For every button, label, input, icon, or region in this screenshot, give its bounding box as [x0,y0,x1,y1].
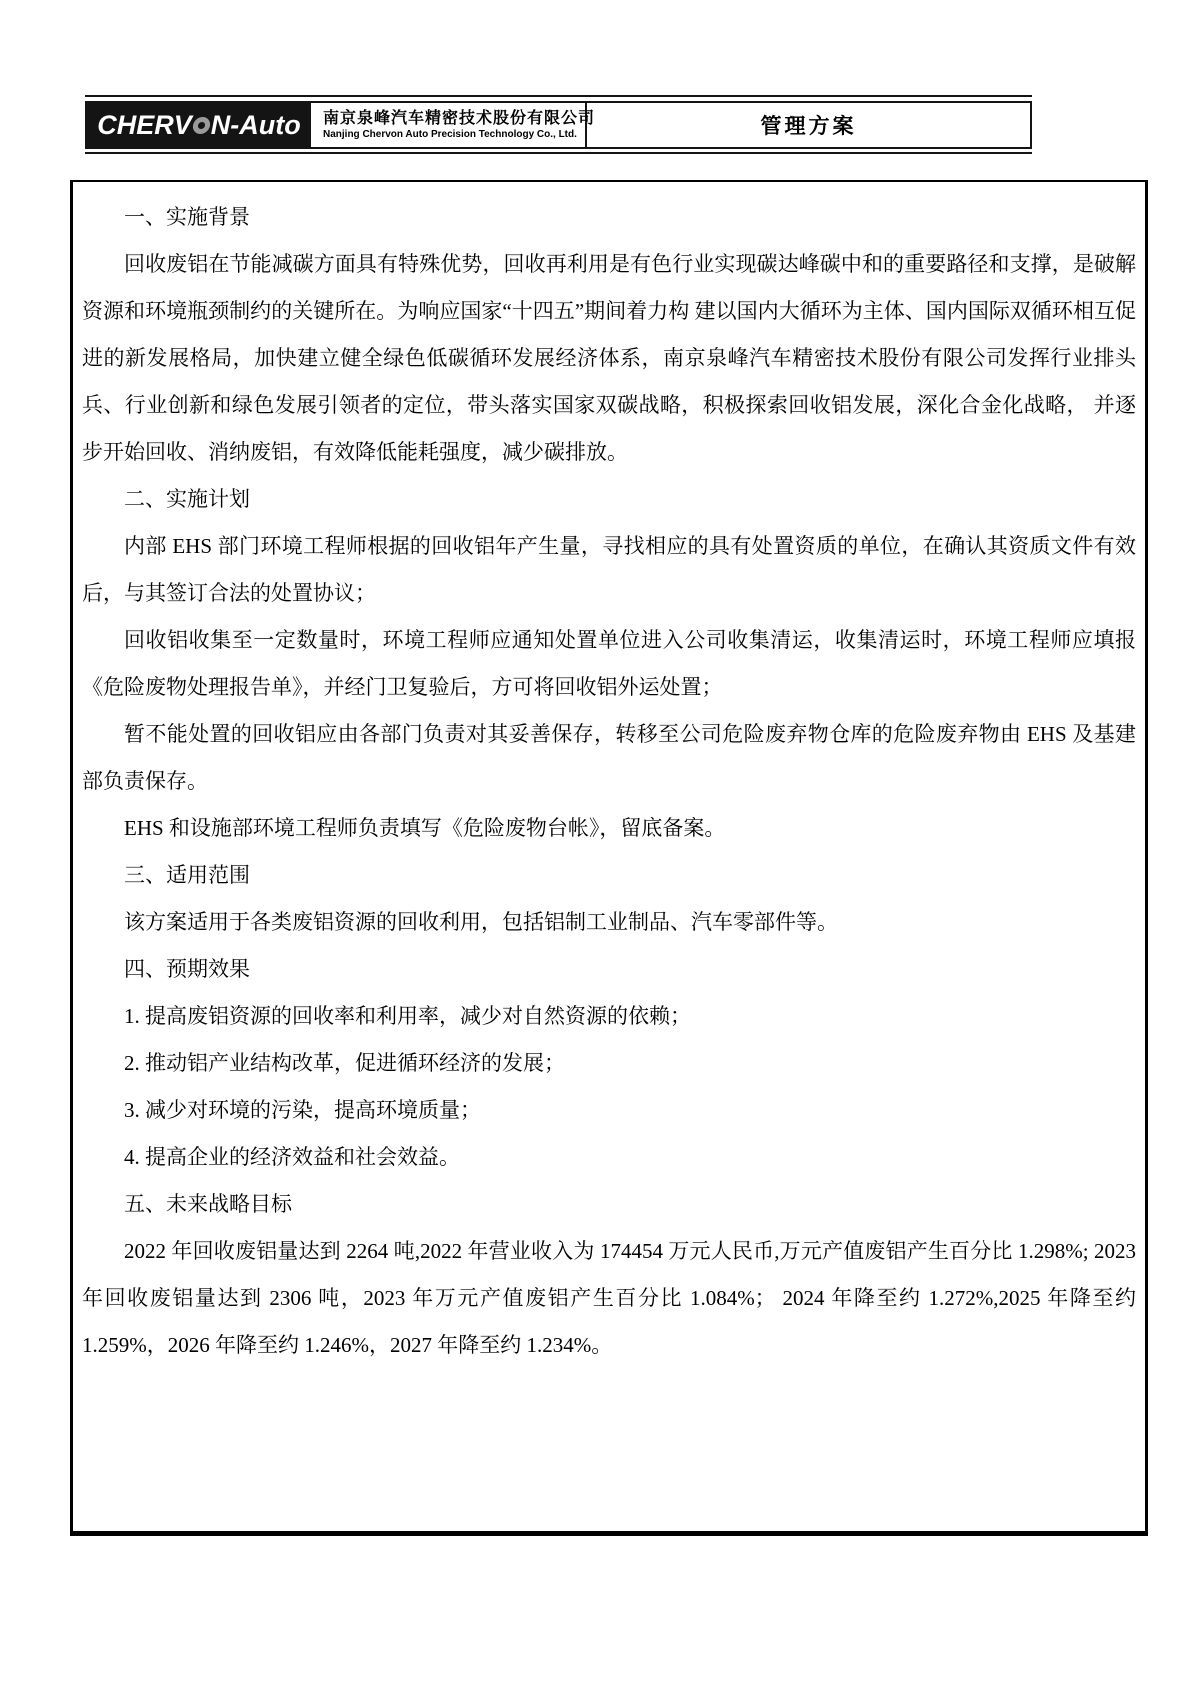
chervon-logo [87,103,311,147]
company-name-cell [311,103,596,147]
paragraph: 内部 EHS 部门环境工程师根据的回收铝年产生量，寻找相应的具有处置资质的单位，在确认其资质文件有效后，与其签订合法的处置协议； [82,534,1136,605]
paragraph: 该方案适用于各类废铝资源的回收利用，包括铝制工业制品、汽车零部件等。 [124,910,838,934]
paragraph: 3. 减少对环境的污染，提高环境质量； [124,1098,481,1122]
header-top-rule [85,95,1032,97]
logo-text-pre: CHERV [97,109,192,140]
section-heading: 四、预期效果 [124,957,250,981]
paragraph: 回收废铝在节能减碳方面具有特殊优势，回收再利用是有色行业实现碳达峰碳中和的重要路径和支撑，是破解资源和环境瓶颈制约的关键所在。为响应国家“十四五”期间着力构 建以国内大循环为主体、国内国际双循环相互促进的新发展格局，加快建立健全绿色低碳循环发展经济体系，南京泉峰汽车精密技术股份有限公司发挥行业排头兵、行业创新和绿色发展引领者的定位，带头落实国家双碳战略，积极探索回收铝发展，深化合金化战略， 并逐步开始回收、消纳废铝，有效降低能耗强度，减少碳排放。 [82,252,1136,464]
header-bottom-rule [85,152,1032,154]
logo-o-ring-icon [192,117,211,134]
document-body [70,180,1148,1536]
paragraph: EHS 和设施部环境工程师负责填写《危险废物台帐》，留底备案。 [124,816,726,840]
paragraph: 回收铝收集至一定数量时，环境工程师应通知处置单位进入公司收集清运，收集清运时，环境工程师应填报《危险废物处理报告单》，并经门卫复验后，方可将回收铝外运处置； [82,628,1136,699]
chervon-logo-text [97,110,300,141]
company-name-en: Nanjing Chervon Auto Precision Technology Co., Ltd. [323,128,577,140]
company-name-cn: 南京泉峰汽车精密技术股份有限公司 [323,110,596,128]
logo-text-post: N-Auto [210,109,301,140]
paragraph: 2. 推动铝产业结构改革，促进循环经济的发展； [124,1051,565,1075]
section-heading: 一、实施背景 [124,205,250,229]
doc-title: 管理方案 [760,114,857,138]
section-heading: 五、未来战略目标 [124,1192,292,1216]
page-header [85,95,1032,154]
paragraph: 暂不能处置的回收铝应由各部门负责对其妥善保存，转移至公司危险废弃物仓库的危险废弃物由 EHS 及基建部负责保存。 [82,722,1136,793]
header-table [85,101,1032,149]
paragraph: 2022 年回收废铝量达到 2264 吨,2022 年营业收入为 174454 万元人民币,万元产值废铝产生百分比 1.298%; 2023 年回收废铝量达到 2306 吨，2023 年万元产值废铝产生百分比 1.084%； 2024 年降至约 1.272%,2025 年降至约 1.259%，2026 年降至约 1.246%，2027 年降至约 1.234%。 [82,1239,1142,1357]
section-heading: 三、适用范围 [124,863,250,887]
paragraph: 1. 提高废铝资源的回收率和利用率，减少对自然资源的依赖； [124,1004,691,1028]
paragraph: 4. 提高企业的经济效益和社会效益。 [124,1145,460,1169]
section-heading: 二、实施计划 [124,487,250,511]
